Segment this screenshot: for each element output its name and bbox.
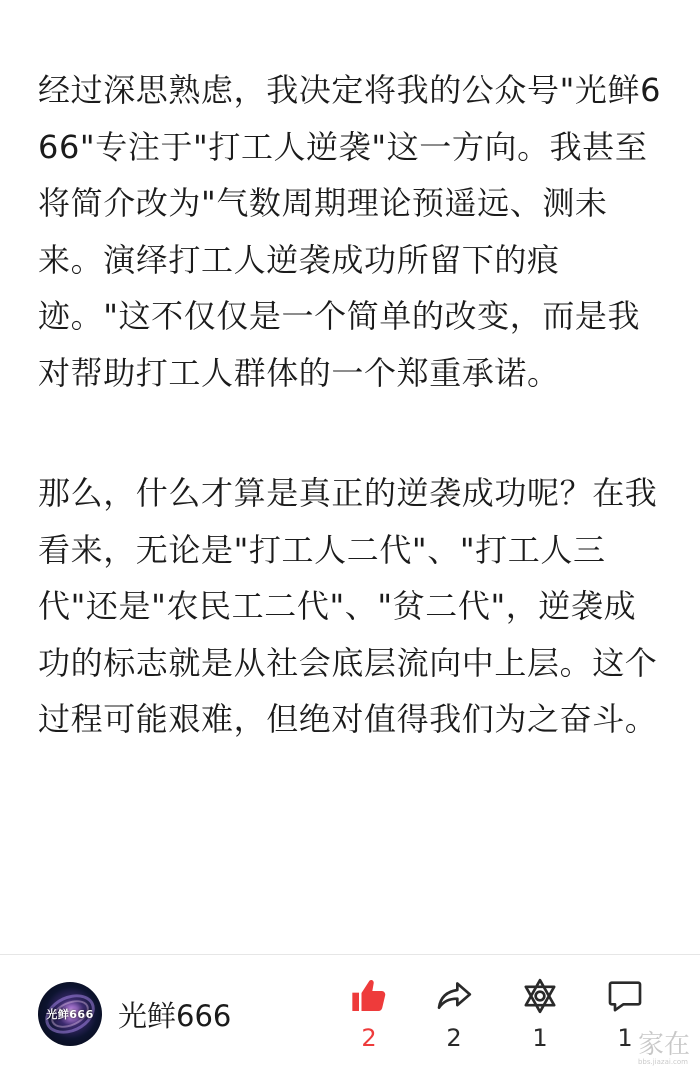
site-watermark [637,1024,690,1066]
watermark-url: bbs.jiazai.com [637,1058,688,1066]
avatar-label: 光鲜666 [46,1008,94,1021]
article-paragraph: 经过深思熟虑，我决定将我的公众号"光鲜666"专注于"打工人逆袭"这一方向。我甚至将简介改为"气数周期理论预遥远、测未来。演绎打工人逆袭成功所留下的痕迹。"这不仅仅是一个简单的改变，而是我对帮助打工人群体的一个郑重承诺。 [38,71,662,392]
comment-count: 1 [617,1024,633,1052]
share-icon [434,976,474,1016]
thumbs-up-icon [349,976,389,1016]
like-count: 2 [361,1024,377,1052]
gift-count: 1 [532,1024,548,1052]
like-button[interactable] [339,976,399,1052]
comment-icon [605,976,645,1016]
article-paragraph: 那么，什么才算是真正的逆袭成功呢？在我看来，无论是"打工人二代"、"打工人三代"还是"农民工二代"、"贫二代"，逆袭成功的标志就是从社会底层流向中上层。这个过程可能艰难，但绝对值得我们为之奋斗。 [38,474,658,738]
article-body [38,62,668,748]
share-count: 2 [446,1024,462,1052]
share-button[interactable] [424,976,484,1052]
avatar[interactable] [38,982,102,1046]
watermark-text: 家在 [637,1030,690,1060]
author-name[interactable]: 光鲜666 [118,999,232,1033]
gift-hexagram-icon [520,976,560,1016]
gift-button[interactable] [510,976,570,1052]
